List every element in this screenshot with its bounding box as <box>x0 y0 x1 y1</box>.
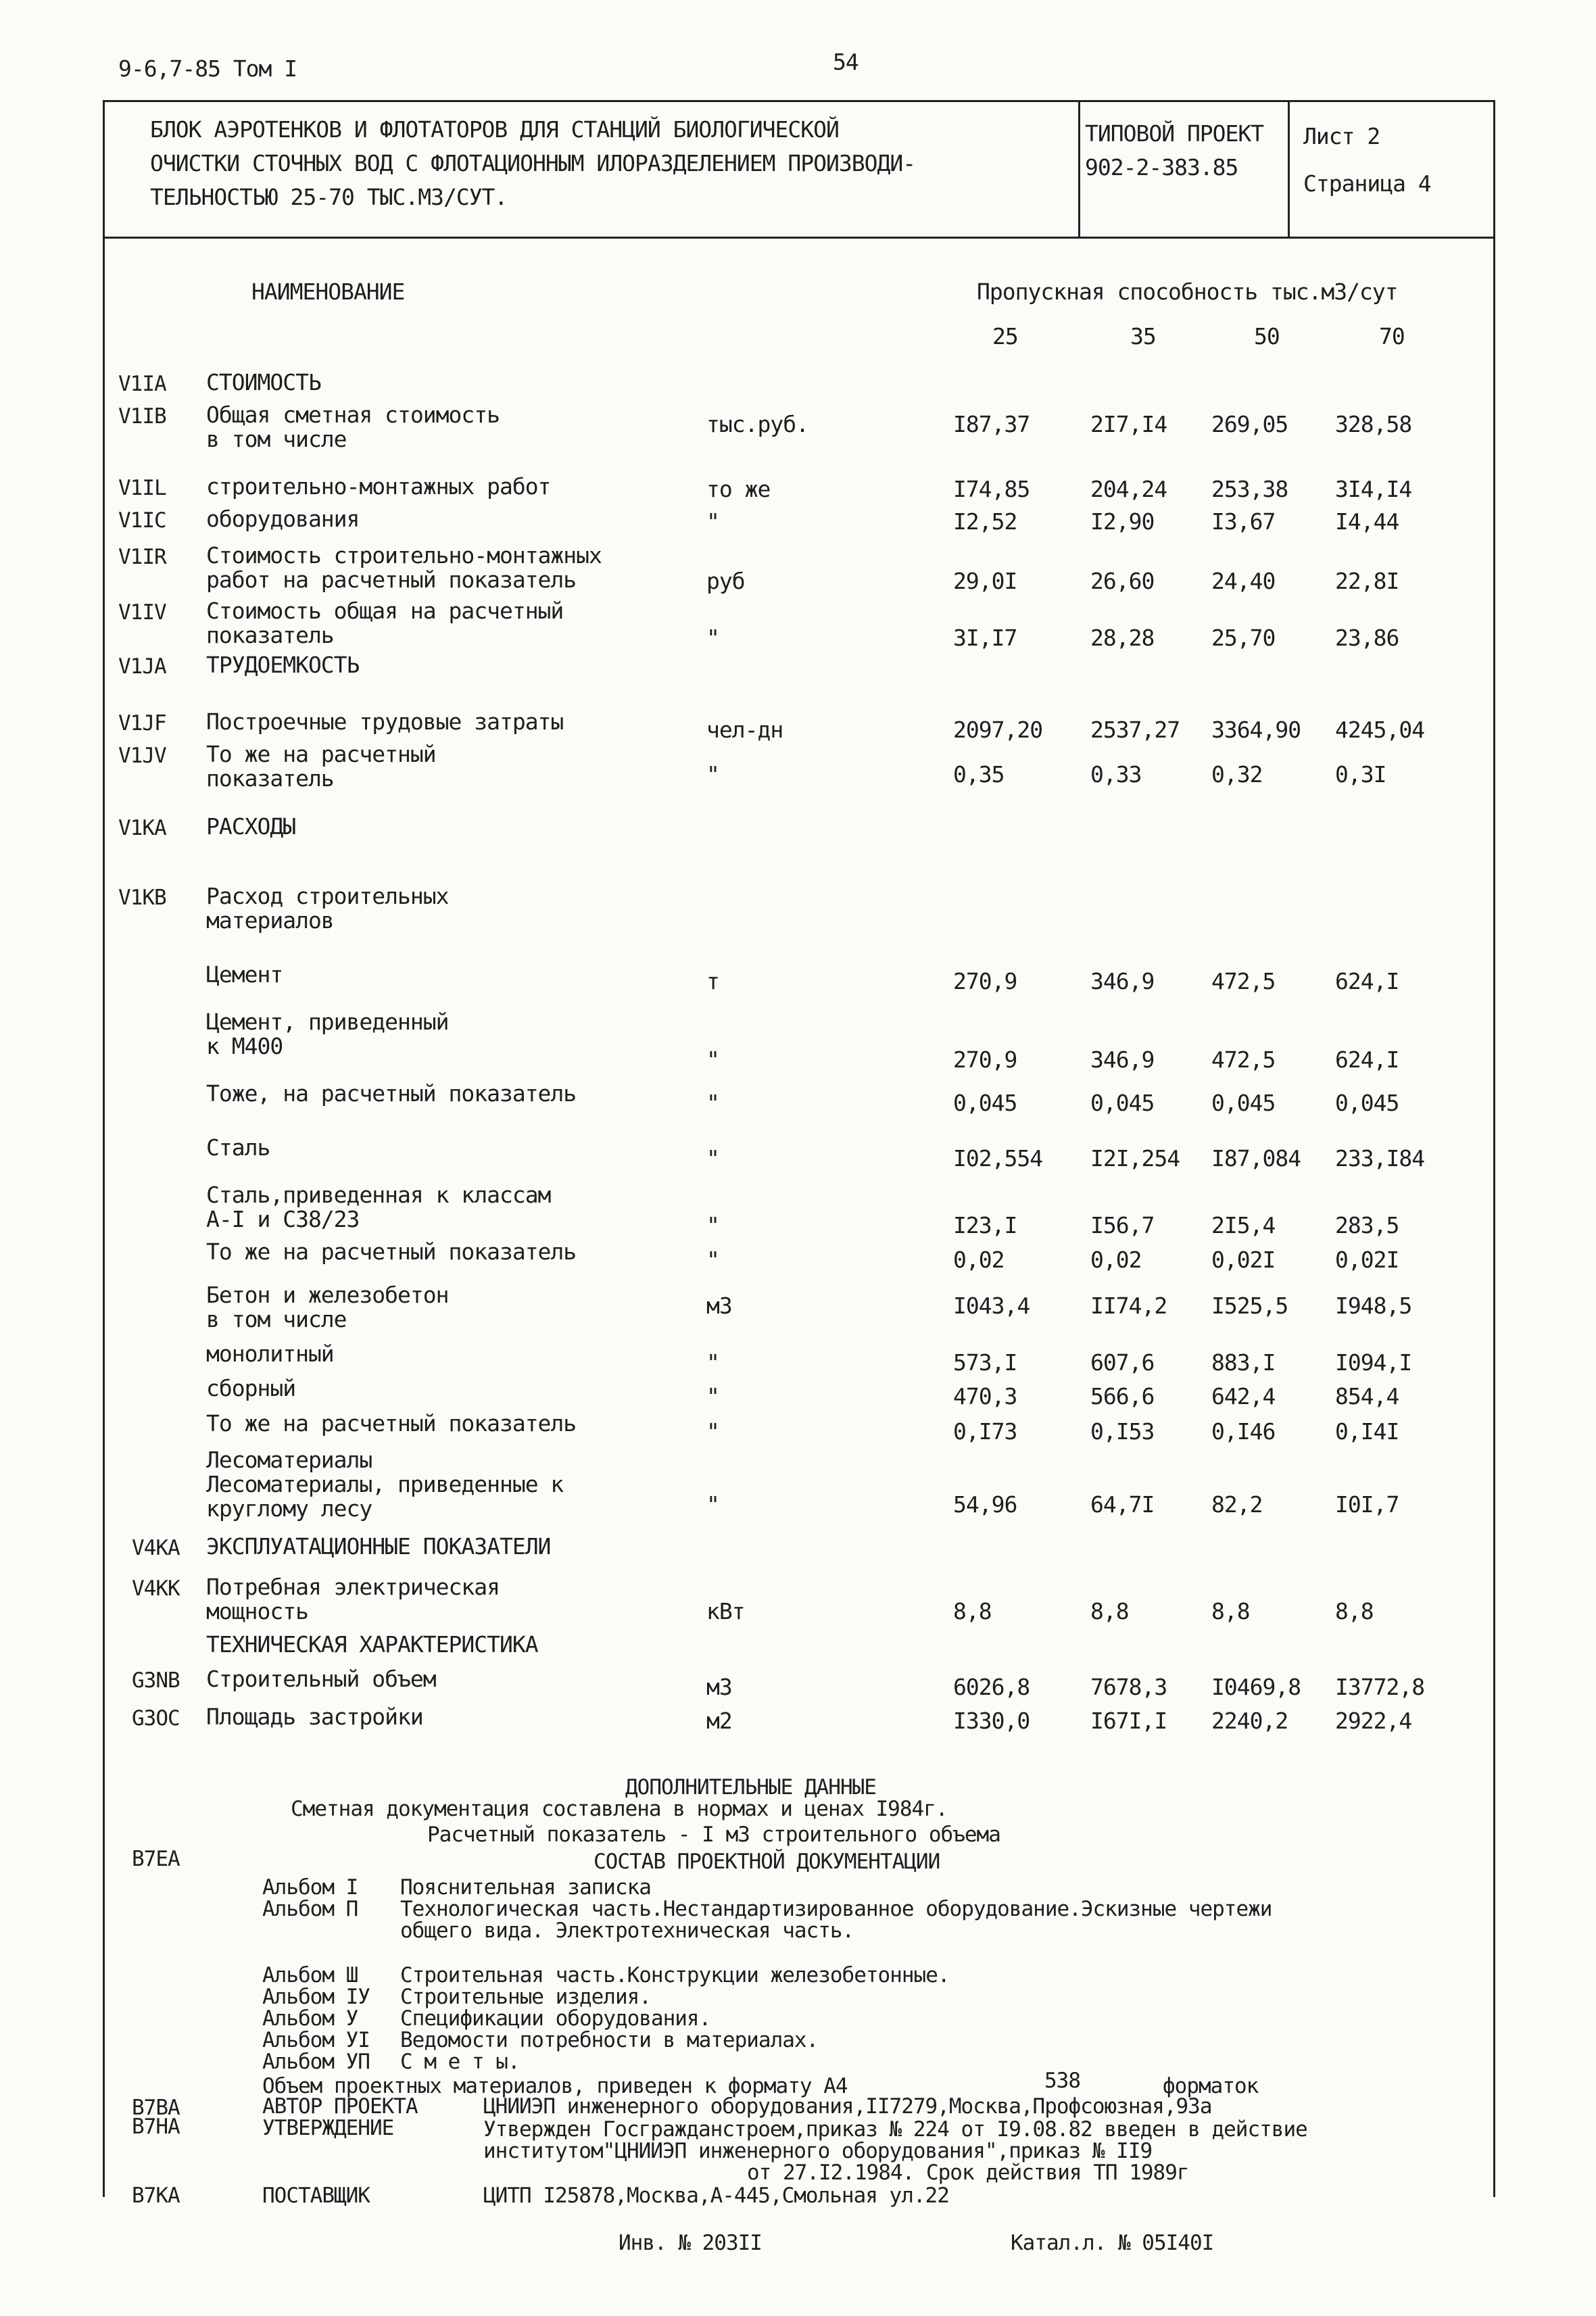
row-value: 0,045 <box>1211 1090 1276 1116</box>
row-unit: т <box>706 968 719 994</box>
row-value: I330,0 <box>953 1708 1030 1734</box>
row-label: Стоимость общая на расчетный <box>206 598 564 624</box>
row-value: 2537,27 <box>1090 717 1180 743</box>
row-label: А-I и С38/23 <box>206 1206 360 1232</box>
inventory-number: Инв. № 203II <box>619 2231 762 2255</box>
row-value: 8,8 <box>1211 1598 1250 1624</box>
frame-left-border <box>103 237 105 2197</box>
row-code: V1IV <box>118 600 166 625</box>
album-description: Пояснительная записка <box>400 1875 651 1900</box>
approval-line-1: Утвержден Госгражданстроем,приказ № 224 от I9.08.82 введен в действие <box>483 2117 1307 2142</box>
additional-line-2: Расчетный показатель - I м3 строительного объема <box>427 1823 1000 1847</box>
row-unit: тыс.руб. <box>706 411 808 437</box>
album-name: Альбом I <box>262 1875 358 1900</box>
row-value: I525,5 <box>1211 1293 1288 1319</box>
album-description: общего вида. Электротехническая часть. <box>400 1919 854 1943</box>
row-label: То же на расчетный показатель <box>206 1238 577 1265</box>
row-value: 64,7I <box>1090 1491 1155 1518</box>
stamp-title-line-2: ОЧИСТКИ СТОЧНЫХ ВОД С ФЛОТАЦИОННЫМ ИЛОРАЗДЕЛЕНИЕМ ПРОИЗВОДИ- <box>150 150 916 176</box>
album-name: Альбом IУ <box>262 1985 370 2009</box>
supplier-label: ПОСТАВЩИК <box>262 2184 370 2208</box>
row-unit: кВт <box>706 1598 745 1624</box>
row-label: СТОИМОСТЬ <box>206 369 321 395</box>
row-code: V1IL <box>118 476 166 500</box>
row-label: ЭКСПЛУАТАЦИОННЫЕ ПОКАЗАТЕЛИ <box>206 1533 551 1560</box>
page-number: 54 <box>833 49 859 75</box>
row-label: Стоимость строительно-монтажных <box>206 542 602 569</box>
row-value: 470,3 <box>953 1383 1017 1409</box>
row-label: строительно-монтажных работ <box>206 473 551 500</box>
volume-text: Объем проектных материалов, приведен к формату А4 <box>262 2074 848 2098</box>
row-value: 0,32 <box>1211 761 1263 788</box>
row-value: 0,02 <box>953 1247 1005 1273</box>
column-header-25: 25 <box>992 323 1018 349</box>
approval-line-3: от 27.I2.1984. Срок действия ТП 1989г <box>747 2161 1189 2185</box>
row-label: оборудования <box>206 506 360 532</box>
row-value: 2240,2 <box>1211 1708 1288 1734</box>
row-label: монолитный <box>206 1341 334 1367</box>
album-description: Ведомости потребности в материалах. <box>400 2028 819 2052</box>
additional-line-1: Сметная документация составлена в нормах и ценах I984г. <box>291 1797 948 1821</box>
row-value: I0I,7 <box>1335 1491 1399 1518</box>
row-value: 0,I53 <box>1090 1418 1155 1445</box>
row-value: I4,44 <box>1335 508 1399 535</box>
row-value: 883,I <box>1211 1349 1276 1376</box>
row-value: 269,05 <box>1211 411 1288 437</box>
row-unit: " <box>706 1491 719 1518</box>
project-number: 902-2-383.85 <box>1085 154 1238 180</box>
row-value: 3364,90 <box>1211 717 1301 743</box>
composition-code: B7EA <box>132 1847 180 1871</box>
volume-unit: форматок <box>1163 2074 1259 2098</box>
row-value: 0,02I <box>1335 1247 1399 1273</box>
row-value: 25,70 <box>1211 625 1276 651</box>
row-code: V1JF <box>118 711 166 735</box>
row-value: 0,3I <box>1335 761 1386 788</box>
row-unit: м3 <box>706 1674 732 1700</box>
row-value: 346,9 <box>1090 968 1155 994</box>
row-value: 0,02I <box>1211 1247 1276 1273</box>
row-value: I2,90 <box>1090 508 1155 535</box>
row-value: 8,8 <box>1335 1598 1374 1624</box>
row-value: 624,I <box>1335 1046 1399 1073</box>
row-code: V4KA <box>132 1536 180 1560</box>
row-label: Потребная электрическая <box>206 1574 500 1600</box>
row-label: Сталь,приведенная к классам <box>206 1182 551 1208</box>
album-description: С м е т ы. <box>400 2050 520 2074</box>
row-unit: " <box>706 1046 719 1073</box>
row-value: I3772,8 <box>1335 1674 1425 1700</box>
row-value: 346,9 <box>1090 1046 1155 1073</box>
row-value: 3I4,I4 <box>1335 476 1412 502</box>
row-label: круглому лесу <box>206 1495 372 1522</box>
row-value: I3,67 <box>1211 508 1276 535</box>
row-value: 2I7,I4 <box>1090 411 1167 437</box>
row-value: 54,96 <box>953 1491 1017 1518</box>
row-code: V1IA <box>118 372 166 396</box>
row-value: 566,6 <box>1090 1383 1155 1409</box>
row-value: I2,52 <box>953 508 1017 535</box>
row-value: 2I5,4 <box>1211 1212 1276 1238</box>
album-description: Строительные изделия. <box>400 1985 651 2009</box>
row-value: I23,I <box>953 1212 1017 1238</box>
row-value: II74,2 <box>1090 1293 1167 1319</box>
row-label: материалов <box>206 907 334 934</box>
frame-right-border <box>1493 237 1495 2197</box>
approval-label: УТВЕРЖДЕНИЕ <box>262 2116 394 2140</box>
row-label: То же на расчетный показатель <box>206 1410 577 1437</box>
row-label: ТЕХНИЧЕСКАЯ ХАРАКТЕРИСТИКА <box>206 1631 538 1658</box>
album-description: Строительная часть.Конструкции железобетонные. <box>400 1963 950 1987</box>
row-value: 22,8I <box>1335 568 1399 594</box>
sheet-label: Лист 2 <box>1303 123 1380 149</box>
row-unit: " <box>706 1383 719 1409</box>
album-description: Технологическая часть.Нестандартизированное оборудование.Эскизные чертежи <box>400 1897 1272 1921</box>
row-label: Сталь <box>206 1134 270 1161</box>
row-label: сборный <box>206 1375 296 1401</box>
row-value: 204,24 <box>1090 476 1167 502</box>
album-description: Спецификации оборудования. <box>400 2006 711 2031</box>
row-value: 328,58 <box>1335 411 1412 437</box>
supplier-text: ЦИТП I25878,Москва,А-445,Смольная ул.22 <box>483 2184 949 2208</box>
row-label: Общая сметная стоимость <box>206 402 500 428</box>
album-name: Альбом УП <box>262 2050 370 2074</box>
row-value: I2I,254 <box>1090 1145 1180 1172</box>
album-name: Альбом У <box>262 2006 358 2031</box>
row-value: I74,85 <box>953 476 1030 502</box>
row-label: в том числе <box>206 426 347 452</box>
row-value: 472,5 <box>1211 968 1276 994</box>
row-value: I948,5 <box>1335 1293 1412 1319</box>
row-value: 270,9 <box>953 968 1017 994</box>
album-name: Альбом Ш <box>262 1963 358 1987</box>
row-code: V1JA <box>118 654 166 679</box>
stamp-title-line-1: БЛОК АЭРОТЕНКОВ И ФЛОТАТОРОВ ДЛЯ СТАНЦИЙ БИОЛОГИЧЕСКОЙ <box>150 116 839 143</box>
row-value: I0469,8 <box>1211 1674 1301 1700</box>
page-series: 9-6,7-85 Том I <box>118 55 297 82</box>
row-value: 7678,3 <box>1090 1674 1167 1700</box>
row-label: мощность <box>206 1598 308 1624</box>
row-value: I87,084 <box>1211 1145 1301 1172</box>
row-code: V1IC <box>118 508 166 533</box>
composition-heading: СОСТАВ ПРОЕКТНОЙ ДОКУМЕНТАЦИИ <box>594 1850 940 1874</box>
row-value: 270,9 <box>953 1046 1017 1073</box>
row-code: V4KK <box>132 1576 180 1601</box>
row-label: Строительный объем <box>206 1666 436 1692</box>
author-label: АВТОР ПРОЕКТА <box>262 2094 418 2119</box>
row-label: работ на расчетный показатель <box>206 566 577 593</box>
additional-heading: ДОПОЛНИТЕЛЬНЫЕ ДАННЫЕ <box>625 1775 876 1800</box>
row-value: I87,37 <box>953 411 1030 437</box>
row-value: 26,60 <box>1090 568 1155 594</box>
row-value: 854,4 <box>1335 1383 1399 1409</box>
capacity-header: Пропускная способность тыс.м3/сут <box>977 279 1398 305</box>
row-unit: чел-дн <box>706 717 783 743</box>
row-value: 283,5 <box>1335 1212 1399 1238</box>
row-label: РАСХОДЫ <box>206 813 296 840</box>
row-unit: " <box>706 1090 719 1116</box>
row-unit: " <box>706 508 719 535</box>
row-label: Цемент <box>206 961 283 988</box>
page-ref-label: Страница 4 <box>1303 170 1431 197</box>
row-value: 0,I46 <box>1211 1418 1276 1445</box>
row-value: 607,6 <box>1090 1349 1155 1376</box>
row-value: I094,I <box>1335 1349 1412 1376</box>
catalog-number: Катал.л. № 05I40I <box>1011 2231 1214 2255</box>
row-label: в том числе <box>206 1306 347 1332</box>
row-unit: м2 <box>706 1708 732 1734</box>
row-label: Цемент, приведенный <box>206 1009 449 1035</box>
row-value: 24,40 <box>1211 568 1276 594</box>
row-unit: руб <box>706 568 745 594</box>
author-code: B7BA <box>132 2096 180 2120</box>
row-code: G3OC <box>132 1706 180 1731</box>
row-label: Лесоматериалы, приведенные к <box>206 1471 564 1497</box>
row-value: 0,045 <box>1335 1090 1399 1116</box>
row-value: 642,4 <box>1211 1383 1276 1409</box>
row-value: 573,I <box>953 1349 1017 1376</box>
row-label: к М400 <box>206 1033 283 1059</box>
row-value: 0,I4I <box>1335 1418 1399 1445</box>
row-code: V1IB <box>118 404 166 429</box>
row-value: 0,045 <box>1090 1090 1155 1116</box>
row-unit: м3 <box>706 1293 732 1319</box>
row-value: 0,I73 <box>953 1418 1017 1445</box>
row-value: 2097,20 <box>953 717 1043 743</box>
row-value: 233,I84 <box>1335 1145 1425 1172</box>
row-value: 82,2 <box>1211 1491 1263 1518</box>
row-value: 4245,04 <box>1335 717 1425 743</box>
row-unit: " <box>706 1145 719 1172</box>
row-code: V1KA <box>118 816 166 840</box>
row-label: Лесоматериалы <box>206 1447 372 1473</box>
row-label: ТРУДОЕМКОСТЬ <box>206 652 360 678</box>
row-value: 23,86 <box>1335 625 1399 651</box>
row-value: 472,5 <box>1211 1046 1276 1073</box>
row-label: показатель <box>206 765 334 792</box>
row-value: 29,0I <box>953 568 1017 594</box>
row-value: 2922,4 <box>1335 1708 1412 1734</box>
row-label: показатель <box>206 622 334 648</box>
album-name: Альбом УI <box>262 2028 370 2052</box>
name-column-header: НАИМЕНОВАНИЕ <box>251 279 405 305</box>
row-unit: то же <box>706 476 771 502</box>
row-value: I02,554 <box>953 1145 1043 1172</box>
row-label: То же на расчетный <box>206 741 436 767</box>
row-unit: " <box>706 1418 719 1445</box>
row-value: I56,7 <box>1090 1212 1155 1238</box>
row-unit: " <box>706 1349 719 1376</box>
supplier-code: B7KA <box>132 2184 180 2208</box>
row-label: Расход строительных <box>206 883 449 909</box>
row-value: 0,33 <box>1090 761 1142 788</box>
row-value: I043,4 <box>953 1293 1030 1319</box>
row-code: V1KB <box>118 886 166 910</box>
row-value: 253,38 <box>1211 476 1288 502</box>
author-text: ЦНИИЭП инженерного оборудования,II7279,Москва,Профсоюзная,93а <box>483 2094 1212 2119</box>
approval-line-2: институтом"ЦНИИЭП инженерного оборудования",приказ № II9 <box>483 2139 1153 2163</box>
row-value: 0,02 <box>1090 1247 1142 1273</box>
row-code: G3NB <box>132 1668 180 1693</box>
stamp-title-line-3: ТЕЛЬНОСТЬЮ 25-70 ТЫС.М3/СУТ. <box>150 184 508 210</box>
row-value: 6026,8 <box>953 1674 1030 1700</box>
row-value: 0,045 <box>953 1090 1017 1116</box>
column-header-50: 50 <box>1254 323 1280 349</box>
row-value: 3I,I7 <box>953 625 1017 651</box>
row-label: Площадь застройки <box>206 1704 423 1730</box>
volume-count: 538 <box>1044 2069 1080 2093</box>
row-unit: " <box>706 1247 719 1273</box>
album-name: Альбом П <box>262 1897 358 1921</box>
column-header-70: 70 <box>1379 323 1405 349</box>
row-value: 8,8 <box>1090 1598 1129 1624</box>
row-label: Тоже, на расчетный показатель <box>206 1080 577 1107</box>
row-code: V1JV <box>118 744 166 768</box>
row-label: Бетон и железобетон <box>206 1282 449 1308</box>
row-code: V1IR <box>118 545 166 569</box>
row-value: 0,35 <box>953 761 1005 788</box>
row-unit: " <box>706 761 719 788</box>
row-label: Построечные трудовые затраты <box>206 708 564 735</box>
row-value: I67I,I <box>1090 1708 1167 1734</box>
row-unit: " <box>706 625 719 651</box>
row-unit: " <box>706 1212 719 1238</box>
approval-code: B7HA <box>132 2115 180 2139</box>
column-header-35: 35 <box>1130 323 1156 349</box>
row-value: 8,8 <box>953 1598 992 1624</box>
project-type: ТИПОВОЙ ПРОЕКТ <box>1085 120 1264 147</box>
row-value: 28,28 <box>1090 625 1155 651</box>
row-value: 624,I <box>1335 968 1399 994</box>
